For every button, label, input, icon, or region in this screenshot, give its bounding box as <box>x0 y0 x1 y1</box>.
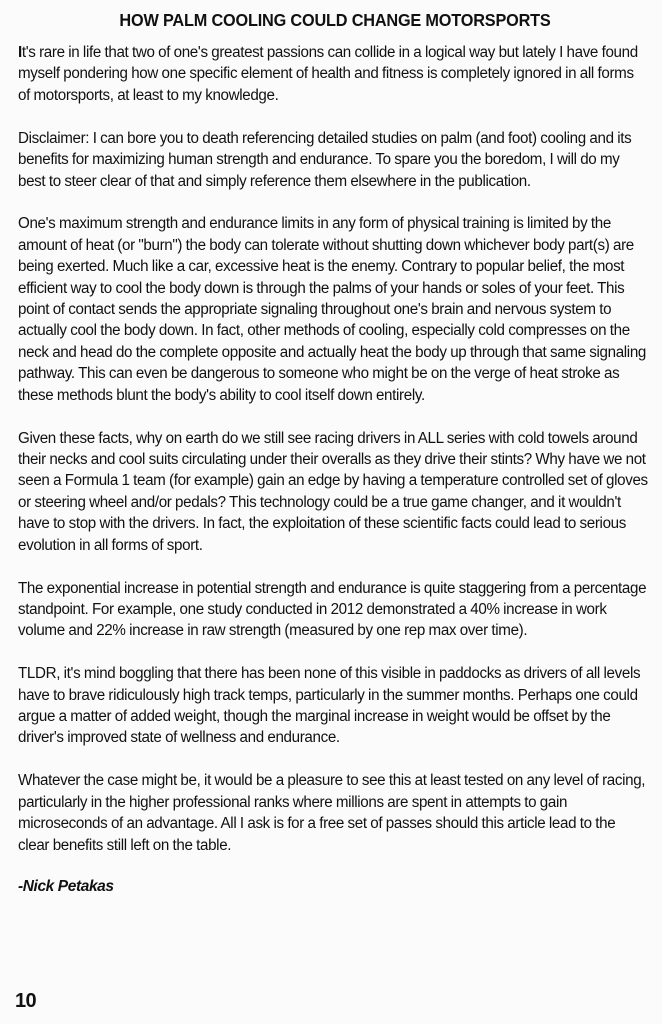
article-paragraph-7: Whatever the case might be, it would be a pleasure to see this at least tested on any level of racing, particularly in the higher professional ranks where millions are spent in attempts to gain microseconds of an advantage. All I ask is for a free set of passes should this article lead to the clear benefits still left on the table. <box>18 772 646 854</box>
paragraph-text: t's rare in life that two of one's greatest passions can collide in a logical way but lately I have found myself pondering how one specific element of health and fitness is completely ignored in all forms of motorsports, at least to my knowledge. <box>18 44 638 104</box>
article-paragraph-6: TLDR, it's mind boggling that there has been none of this visible in paddocks as drivers of all levels have to brave ridiculously high track temps, particularly in the summer months. Perhaps one could argue a matter of added weight, though the marginal increase in weight would be offset by the driver's improved state of wellness and endurance. <box>18 665 641 747</box>
article-paragraph-5: The exponential increase in potential strength and endurance is quite staggering from a percentage standpoint. For example, one study conducted in 2012 demonstrated a 40% increase in work volume and 22% increase in raw strength (measured by one rep max over time). <box>18 579 647 640</box>
article-title: HOW PALM COOLING COULD CHANGE MOTORSPORTS <box>119 10 551 30</box>
article-paragraph-2: Disclaimer: I can bore you to death referencing detailed studies on palm (and foot) cooling and its benefits for maximizing human strength and endurance. To spare you the boredom, I will do my best to steer clear of that and simply reference them elsewhere in the publication. <box>18 129 632 190</box>
article-paragraph-3: One's maximum strength and endurance limits in any form of physical training is limited by the amount of heat (or "burn") the body can tolerate without shutting down whichever body part(s) are being exerted. Much like a car, excessive heat is the enemy. Contrary to popular belief, the most efficient way to cool the body down is through the palms of your hands or soles of your feet. This point of contact sends the appropriate signaling throughout one's brain and nervous system to actually cool the body down. In fact, other methods of cooling, especially cold compresses on the neck and head do the complete opposite and actually heat the body up through that same signaling pathway. This can even be dangerous to someone who might be on the verge of heat stroke as these methods blunt the body's ability to cool itself down entirely. <box>18 215 646 404</box>
author-signature: -Nick Petakas <box>18 877 114 895</box>
drop-lead-letter: I <box>18 44 22 61</box>
article-paragraph-4: Given these facts, why on earth do we still see racing drivers in ALL series with cold towels around their necks and cool suits circulating under their overalls as they drive their stints? Why have we not seen a Formula 1 team (for example) gain an edge by having a temperature controlled set of gloves or steering wheel and/or pedals? This technology could be a true game changer, and it wouldn't have to stop with the drivers. In fact, the exploitation of these scientific facts could lead to serious evolution in all forms of sport. <box>18 429 648 554</box>
article-paragraph-1 <box>18 42 648 106</box>
page-number: 10 <box>15 990 37 1012</box>
